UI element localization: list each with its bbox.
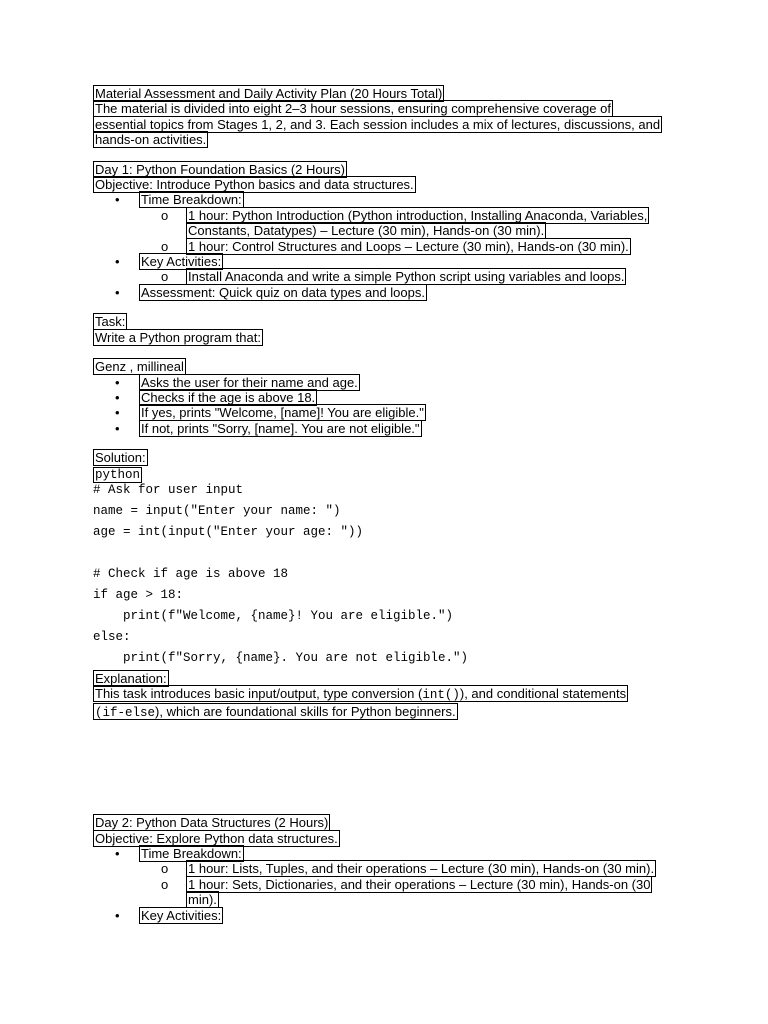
task-item-4: If not, prints "Sorry, [name]. You are not eligible." [141,420,420,436]
task-label: Task: [95,314,126,330]
code-line: # Check if age is above 18 [93,566,289,581]
task-item-3: If yes, prints "Welcome, [name]! You are eligible." [141,405,424,421]
task-item-2: Checks if the age is above 18. [141,389,316,405]
solution-label: Solution: [95,450,146,466]
bullet-glyph: • [115,420,120,436]
code-line: if age > 18: [93,587,184,602]
day1-tb-item-1: 1 hour: Python Introduction (Python introduction, Installing Anaconda, Variables, Constants, Datatypes) – Lecture (30 min), Hands-on (30 min). [188,207,648,239]
day1-objective: Objective: Introduce Python basics and data structures. [95,177,414,193]
explanation-code-1: int() [422,688,460,703]
bullet-glyph: • [115,907,120,923]
document-page [93,86,668,923]
task-prompt: Write a Python program that: [95,329,261,345]
code-line: # Ask for user input [93,482,244,497]
day1-time-breakdown: Time Breakdown: [141,192,242,208]
code-line: else: [93,629,131,644]
sub-bullet-glyph: o [161,238,169,254]
day1-heading: Day 1: Python Foundation Basics (2 Hours) [95,161,346,177]
sub-bullet-glyph: o [161,861,169,877]
bullet-glyph: • [115,405,120,421]
explanation-part-1: This task introduces basic input/output, type conversion ( [95,686,423,702]
day2-key-activities: Key Activities: [141,907,222,923]
code-block [93,480,668,669]
day1-key-activities: Key Activities: [141,254,222,270]
day2-time-breakdown: Time Breakdown: [141,845,242,861]
day1-assessment: Assessment: Quick quiz on data types and loops. [141,284,425,300]
intro-paragraph: The material is divided into eight 2–3 hour sessions, ensuring comprehensive coverage of essential topics from Stages 1, 2, and 3. Each session includes a mix of lectures, discussions, and hands-on activities. [95,101,661,148]
day2-objective: Objective: Explore Python data structures. [95,830,338,846]
code-line: name = input("Enter your name: ") [93,503,341,518]
document-title: Material Assessment and Daily Activity Plan (20 Hours Total) [95,86,443,101]
day2-tb-item-1: 1 hour: Lists, Tuples, and their operations – Lecture (30 min), Hands-on (30 min). [188,861,655,877]
code-line: print(f"Welcome, {name}! You are eligible.") [93,608,454,623]
sub-bullet-glyph: o [161,876,169,892]
explanation-part-3: ), which are foundational skills for Python beginners. [155,703,456,719]
explanation-text [93,685,628,719]
explanation-part-2: ), and conditional statements [459,686,627,702]
solution-language: python [95,467,141,482]
code-line: age = int(input("Enter your age: ")) [93,524,364,539]
explanation-label: Explanation: [95,670,167,686]
sub-bullet-glyph: o [161,207,169,223]
task-audience: Genz , millineal [95,359,184,375]
explanation-code-2: (if-else [95,705,156,720]
bullet-glyph: • [115,192,120,208]
sub-bullet-glyph: o [161,269,169,285]
task-item-1: Asks the user for their name and age. [141,374,358,390]
day2-tb-item-2: 1 hour: Sets, Dictionaries, and their operations – Lecture (30 min), Hands-on (30 min). [188,876,651,908]
bullet-glyph: • [115,284,120,300]
code-line: print(f"Sorry, {name}. You are not eligible.") [93,650,469,665]
code-line [93,543,668,564]
day1-ka-item-1: Install Anaconda and write a simple Python script using variables and loops. [188,269,625,285]
bullet-glyph: • [115,254,120,270]
day1-tb-item-2: 1 hour: Control Structures and Loops – Lecture (30 min), Hands-on (30 min). [188,238,629,254]
bullet-glyph: • [115,374,120,390]
day2-heading: Day 2: Python Data Structures (2 Hours) [95,815,329,831]
bullet-glyph: • [115,845,120,861]
bullet-glyph: • [115,389,120,405]
